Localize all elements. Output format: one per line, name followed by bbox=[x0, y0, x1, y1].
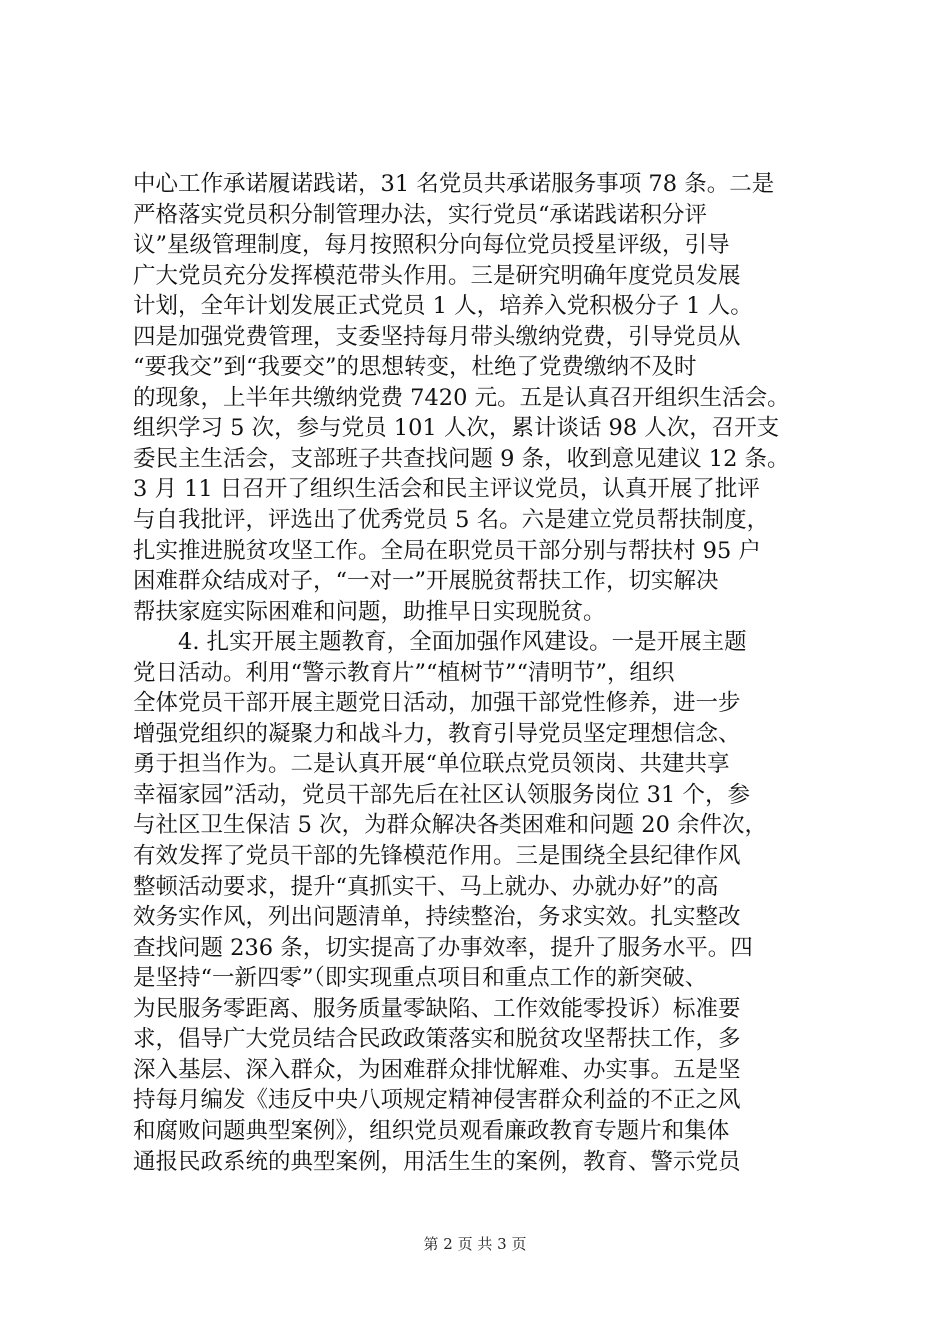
text-line: 为民服务零距离、服务质量零缺陷、工作效能零投诉）标准要 bbox=[133, 995, 741, 1022]
text-line: 和腐败问题典型案例》，组织党员观看廉政教育专题片和集体 bbox=[133, 1117, 730, 1144]
text-line: 幸福家园”活动，党员干部先后在社区认领服务岗位 31 个，参 bbox=[133, 781, 750, 808]
text-line: 深入基层、深入群众，为困难群众排忧解难、办实事。五是坚 bbox=[133, 1056, 741, 1083]
text-line: 计划，全年计划发展正式党员 1 人，培养入党积极分子 1 人。 bbox=[133, 293, 753, 320]
text-line: 效务实作风，列出问题清单，持续整治，务求实效。扎实整改 bbox=[133, 904, 741, 931]
body-text bbox=[133, 169, 838, 1177]
text-line: 查找问题 236 条，切实提高了办事效率，提升了服务水平。四 bbox=[133, 934, 753, 961]
text-line: 持每月编发《违反中央八项规定精神侵害群众利益的不正之风 bbox=[133, 1087, 741, 1114]
text-line: 与社区卫生保洁 5 次，为群众解决各类困难和问题 20 余件次， bbox=[133, 812, 768, 839]
text-line: 求，倡导广大党员结合民政政策落实和脱贫攻坚帮扶工作，多 bbox=[133, 1026, 741, 1053]
text-line: 是坚持“一新四零”（即实现重点项目和重点工作的新突破、 bbox=[133, 965, 708, 992]
text-line: 增强党组织的凝聚力和战斗力，教育引导党员坚定理想信念、 bbox=[133, 720, 741, 747]
text-line: 勇于担当作为。二是认真开展“单位联点党员领岗、共建共享 bbox=[133, 751, 730, 778]
text-line: 组织学习 5 次，参与党员 101 人次，累计谈话 98 人次，召开支 bbox=[133, 415, 780, 442]
page-footer: 第 2 页 共 3 页 bbox=[423, 1235, 527, 1253]
text-line: 全体党员干部开展主题党日活动，加强干部党性修养，进一步 bbox=[133, 690, 741, 717]
text-line: 的现象，上半年共缴纳党费 7420 元。五是认真召开组织生活会。 bbox=[133, 384, 790, 411]
text-line: 广大党员充分发挥模范带头作用。三是研究明确年度党员发展 bbox=[133, 262, 741, 289]
text-line: 中心工作承诺履诺践诺，31 名党员共承诺服务事项 78 条。二是 bbox=[133, 171, 775, 197]
text-line: 4. 扎实开展主题教育，全面加强作风建设。一是开展主题 bbox=[133, 629, 747, 656]
text-line: 通报民政系统的典型案例，用活生生的案例，教育、警示党员 bbox=[133, 1148, 741, 1175]
text-line: 有效发挥了党员干部的先锋模范作用。三是围绕全县纪律作风 bbox=[133, 843, 741, 870]
text-line: 党日活动。利用“警示教育片”“植树节”“清明节”，组织 bbox=[133, 659, 675, 686]
text-line: 帮扶家庭实际困难和问题，助推早日实现脱贫。 bbox=[133, 598, 606, 625]
text-line: 困难群众结成对子，“一对一”开展脱贫帮扶工作，切实解决 bbox=[133, 568, 719, 595]
text-line: 扎实推进脱贫攻坚工作。全局在职党员干部分别与帮扶村 95 户 bbox=[133, 537, 761, 564]
text-line: 四是加强党费管理，支委坚持每月带头缴纳党费，引导党员从 bbox=[133, 323, 741, 350]
text-line: 委民主生活会，支部班子共查找问题 9 条，收到意见建议 12 条。 bbox=[133, 445, 790, 472]
text-line: 严格落实党员积分制管理办法，实行党员“承诺践诺积分评 bbox=[133, 201, 708, 228]
text-line: “要我交”到“我要交”的思想转变，杜绝了党费缴纳不及时 bbox=[133, 354, 697, 381]
text-line: 3 月 11 日召开了组织生活会和民主评议党员，认真开展了批评 bbox=[133, 476, 760, 503]
text-line: 与自我批评，评选出了优秀党员 5 名。六是建立党员帮扶制度， bbox=[133, 507, 770, 534]
text-line: 整顿活动要求，提升“真抓实干、马上就办、办就办好”的高 bbox=[133, 873, 719, 900]
text-line: 议”星级管理制度，每月按照积分向每位党员授星评级，引导 bbox=[133, 232, 730, 259]
